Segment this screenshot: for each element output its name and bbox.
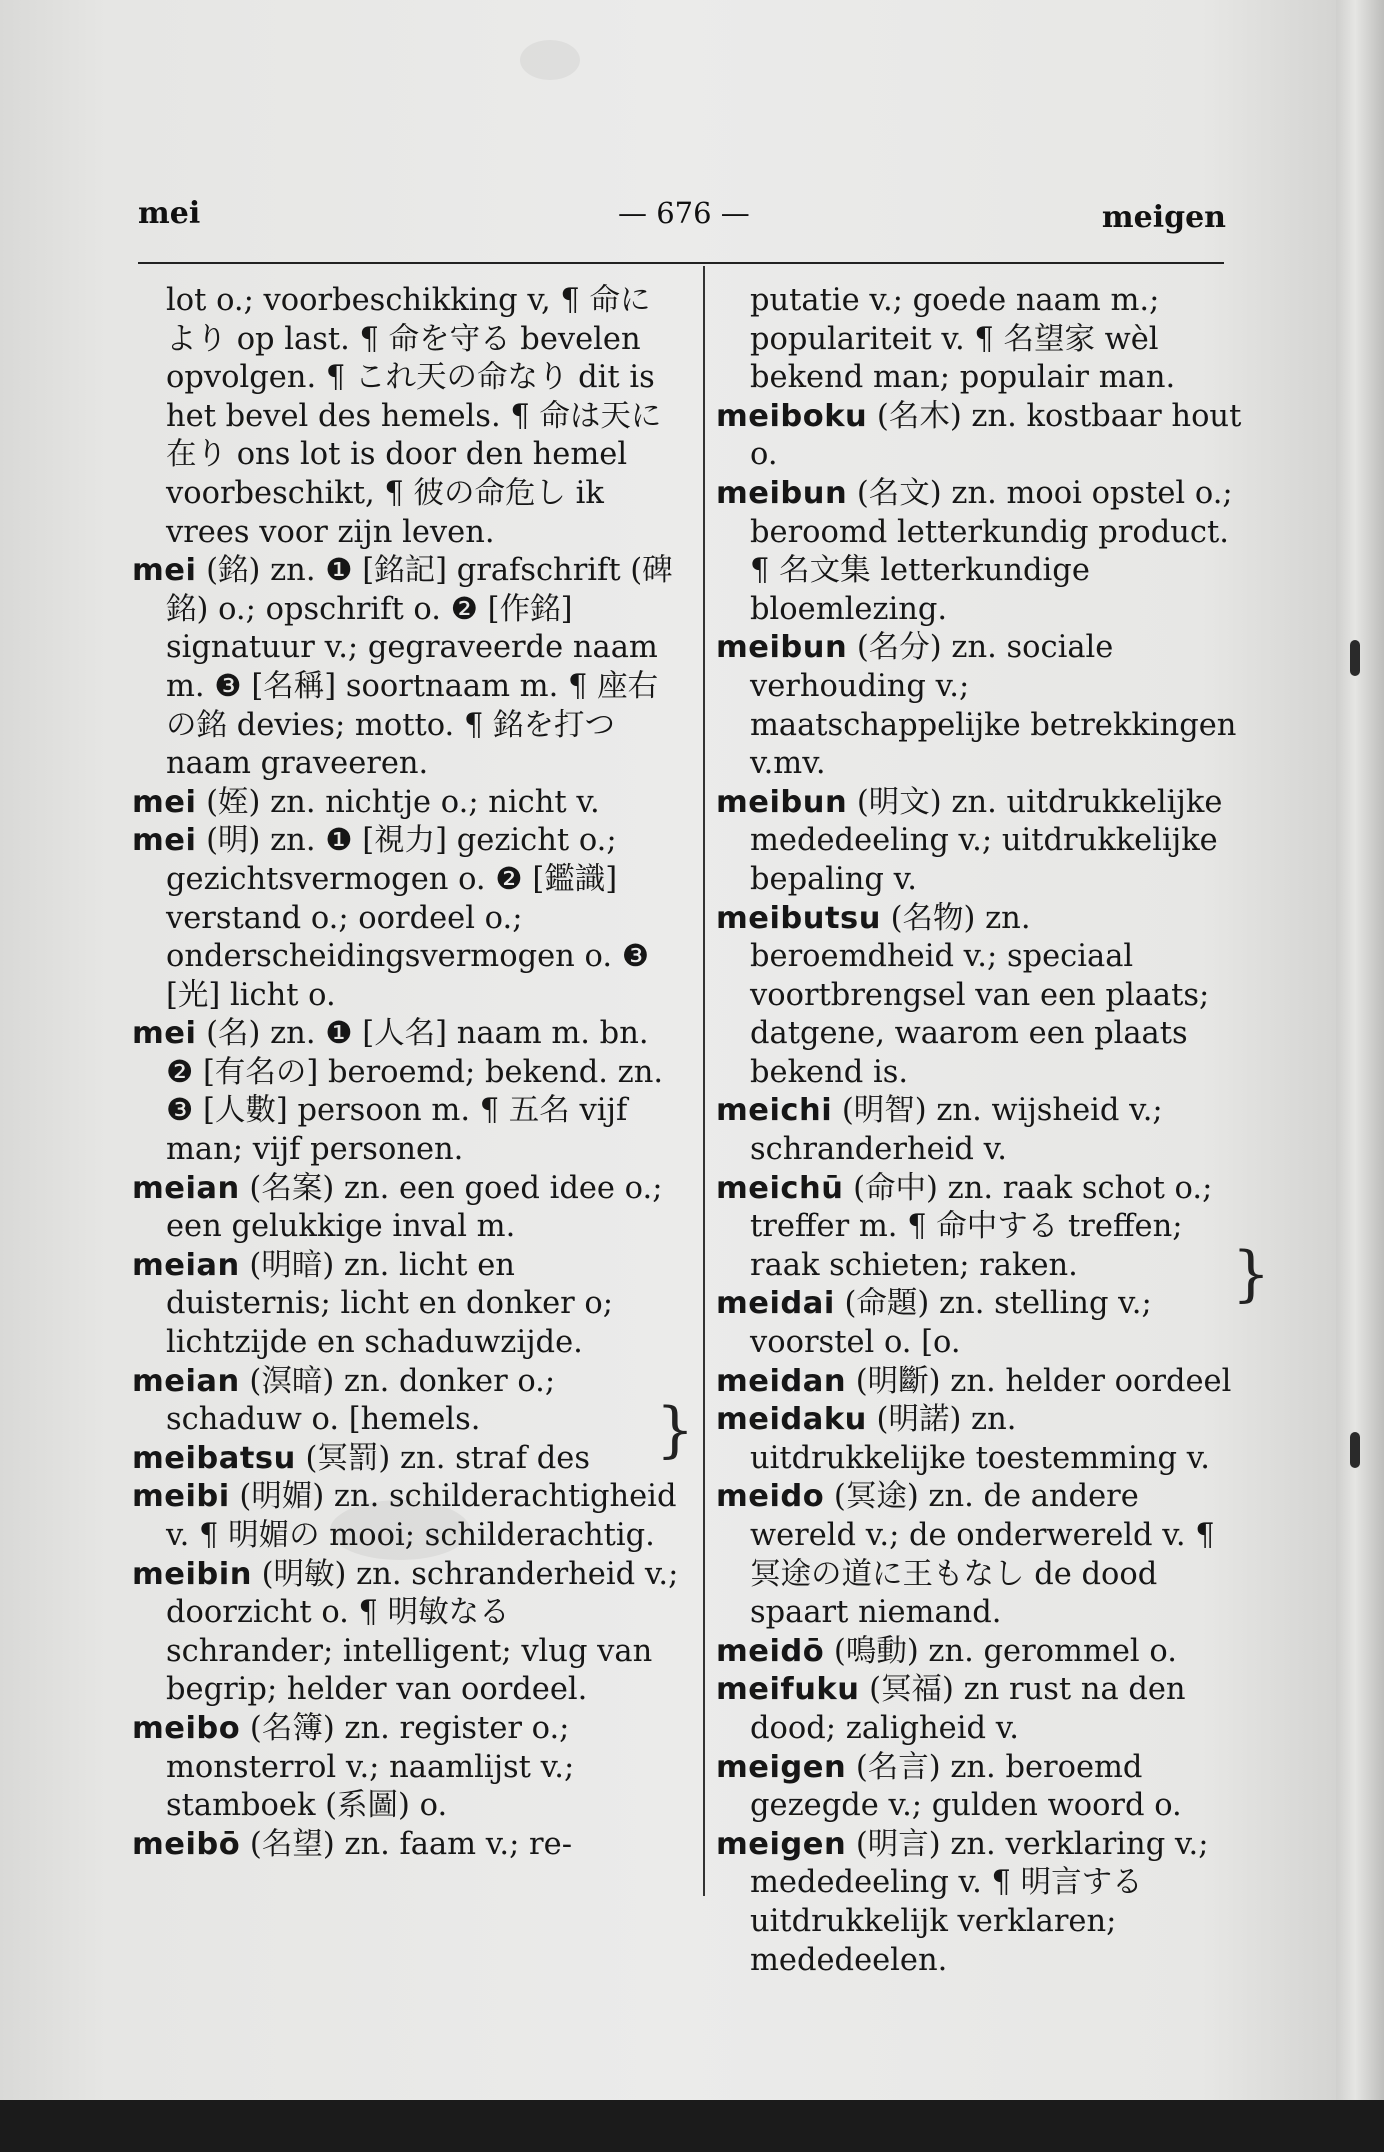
dictionary-entry xyxy=(132,1247,680,1363)
entry-definition: (名言) zn. beroemd gezegde v.; gulden woord o. xyxy=(750,1749,1182,1824)
dictionary-entry xyxy=(716,475,1242,629)
entry-headword: mei xyxy=(132,1016,197,1052)
column-divider xyxy=(703,266,705,1896)
dictionary-entry xyxy=(716,1826,1242,1980)
dictionary-entry xyxy=(132,822,680,1015)
entry-continuation: putatie v.; goede naam m.; populariteit v. ¶ 名望家 wèl bekend man; populair man. xyxy=(750,283,1176,396)
entry-headword: mei xyxy=(132,784,197,820)
entry-definition: (名案) zn. een goed idee o.; een gelukkige inval m. xyxy=(166,1170,663,1245)
entry-headword: mei xyxy=(132,823,197,859)
entry-headword: meidaku xyxy=(716,1402,867,1438)
right-column xyxy=(716,282,1242,1980)
brace-mark: } xyxy=(1232,1239,1271,1309)
dictionary-entry xyxy=(132,552,680,784)
entry-headword: meichū xyxy=(716,1170,844,1206)
entry-headword: meido xyxy=(716,1479,825,1515)
entry-headword: meidan xyxy=(716,1363,847,1399)
entry-definition: (銘) zn. ❶ [銘記] grafschrift (碑銘) o.; opschrift o. ❷ [作銘] signatuur v.; gegraveerde naam m. ❸ [名稱] soortnaam m. ¶ 座右の銘 devies; motto. ¶ 銘を打つ naam graveeren. xyxy=(166,553,673,782)
dictionary-entry xyxy=(716,1285,1242,1362)
entry-definition: (名物) zn. beroemdheid v.; speciaal voortbrengsel van een plaats; datgene, waarom een plaats bekend is. xyxy=(750,900,1210,1090)
paper-stain xyxy=(520,40,580,80)
entry-definition: (鳴動) zn. gerommel o. xyxy=(824,1633,1177,1669)
entry-definition: (命中) zn. raak schot o.; treffer m. ¶ 命中する treffen; raak schieten; raken. xyxy=(750,1170,1213,1283)
binding-hole xyxy=(1350,1432,1360,1468)
dictionary-entry xyxy=(716,1478,1242,1632)
dictionary-entry xyxy=(132,1556,680,1710)
entry-definition: (明) zn. ❶ [視力] gezicht o.; gezichtsvermogen o. ❷ [鑑識] verstand o.; oordeel o.; onderscheidingsvermogen o. ❸ [光] licht o. xyxy=(166,823,650,1013)
dictionary-entry xyxy=(716,282,1242,398)
entry-definition: (名簿) zn. register o.; monsterrol v.; naamlijst v.; stamboek (系圖) o. xyxy=(166,1710,575,1824)
brace-mark: } xyxy=(656,1395,695,1465)
dictionary-entry xyxy=(716,1170,1242,1286)
entry-headword: meibi xyxy=(132,1479,230,1515)
entry-headword: meibun xyxy=(716,784,848,820)
entry-definition: (明媚) zn. schilderachtigheid v. ¶ 明媚の mooi; schilderachtig. xyxy=(166,1479,677,1553)
entry-headword: meigen xyxy=(716,1826,847,1862)
dictionary-entry xyxy=(132,1478,680,1555)
page-header xyxy=(138,196,1226,256)
entry-definition: (明言) zn. verklaring v.; mededeeling v. ¶ 明言する uitdrukkelijk verklaren; mededeelen. xyxy=(750,1826,1209,1978)
dictionary-entry xyxy=(132,784,680,823)
dictionary-entry xyxy=(716,1749,1242,1826)
entry-definition: (名木) zn. kostbaar hout o. xyxy=(750,398,1242,473)
page-edge xyxy=(1336,0,1384,2152)
left-running-headword: mei xyxy=(138,196,201,231)
entry-definition: (名文) zn. mooi opstel o.; beroomd letterkundig product. ¶ 名文集 letterkundige bloemlezing. xyxy=(750,475,1233,627)
entry-definition: (名) zn. ❶ [人名] naam m. bn. ❷ [有名の] beroemd; bekend. zn. ❸ [人數] persoon m. ¶ 五名 vijf man; vijf personen. xyxy=(166,1016,664,1168)
entry-headword: meibutsu xyxy=(716,900,881,936)
entry-headword: meibun xyxy=(716,475,848,511)
left-column xyxy=(132,282,680,1864)
dictionary-entry xyxy=(716,1363,1242,1402)
entry-definition: (溟暗) zn. donker o.; schaduw o. [hemels. xyxy=(166,1363,556,1438)
entry-definition: (冥罰) zn. straf des xyxy=(295,1440,590,1476)
entry-headword: meibun xyxy=(716,630,848,666)
entry-definition: (名望) zn. faam v.; re- xyxy=(240,1826,572,1862)
dictionary-entry xyxy=(132,1440,680,1479)
binding-hole xyxy=(1350,640,1360,676)
dictionary-entry xyxy=(716,1092,1242,1169)
entry-definition: (命題) zn. stelling v.; voorstel o. [o. xyxy=(750,1286,1152,1361)
right-running-headword: meigen xyxy=(1101,200,1226,235)
entry-definition: (明敏) zn. schranderheid v.; doorzicht o. ¶ 明敏なる schrander; intelligent; vlug van begrip; helder van oordeel. xyxy=(166,1556,679,1708)
entry-headword: meigen xyxy=(716,1749,847,1785)
entry-definition: (姪) zn. nichtje o.; nicht v. xyxy=(196,784,600,820)
entry-headword: meian xyxy=(132,1363,240,1399)
dictionary-entry xyxy=(716,1401,1242,1478)
dictionary-entry xyxy=(132,1363,680,1440)
entry-definition: (冥途) zn. de andere wereld v.; de onderwereld v. ¶ 冥途の道に王もなし de dood spaart niemand. xyxy=(750,1479,1215,1631)
entry-definition: (明暗) zn. licht en duisternis; licht en donker o; lichtzijde en schaduwzijde. xyxy=(166,1247,614,1361)
dictionary-entry xyxy=(716,629,1242,783)
entry-definition: (名分) zn. sociale verhouding v.; maatschappelijke betrekkingen v.mv. xyxy=(750,630,1237,782)
dictionary-entry xyxy=(716,1671,1242,1748)
page-number: — 676 — xyxy=(618,196,750,230)
dictionary-entry xyxy=(132,1015,680,1169)
entry-definition: (明斷) zn. helder oordeel xyxy=(846,1363,1232,1399)
entry-definition: (冥福) zn rust na den dood; zaligheid v. xyxy=(750,1672,1186,1746)
entry-definition: (明文) zn. uitdrukkelijke mededeeling v.; uitdrukkelijke bepaling v. xyxy=(750,784,1223,897)
entry-headword: meichi xyxy=(716,1093,833,1129)
entry-headword: meian xyxy=(132,1247,240,1283)
page-shadow xyxy=(0,2100,1384,2152)
header-rule xyxy=(138,262,1224,264)
entry-headword: meibin xyxy=(132,1556,252,1592)
entry-headword: meian xyxy=(132,1170,240,1206)
entry-headword: meidai xyxy=(716,1286,835,1322)
dictionary-entry xyxy=(132,1710,680,1826)
entry-headword: mei xyxy=(132,553,197,589)
entry-definition: (明智) zn. wijsheid v.; schranderheid v. xyxy=(750,1093,1163,1168)
dictionary-entry xyxy=(716,1633,1242,1672)
entry-headword: meiboku xyxy=(716,398,868,434)
entry-headword: meibatsu xyxy=(132,1440,296,1476)
entry-headword: meidō xyxy=(716,1633,825,1669)
entry-headword: meibo xyxy=(132,1710,241,1746)
entry-continuation: lot o.; voorbeschikking v, ¶ 命により op last. ¶ 命を守る bevelen opvolgen. ¶ これ天の命なり dit is het bevel des hemels. ¶ 命は天に在り ons lot is door den hemel voorbeschikt, ¶ 彼の命危し ik vrees voor zijn leven. xyxy=(166,283,662,550)
dictionary-entry xyxy=(716,784,1242,900)
entry-headword: meifuku xyxy=(716,1672,860,1708)
dictionary-entry xyxy=(132,282,680,552)
entry-definition: (明諾) zn. uitdrukkelijke toestemming v. xyxy=(750,1402,1211,1476)
entry-headword: meibō xyxy=(132,1826,241,1862)
dictionary-entry xyxy=(132,1826,680,1865)
dictionary-entry xyxy=(132,1170,680,1247)
dictionary-entry xyxy=(716,900,1242,1093)
dictionary-entry xyxy=(716,398,1242,475)
